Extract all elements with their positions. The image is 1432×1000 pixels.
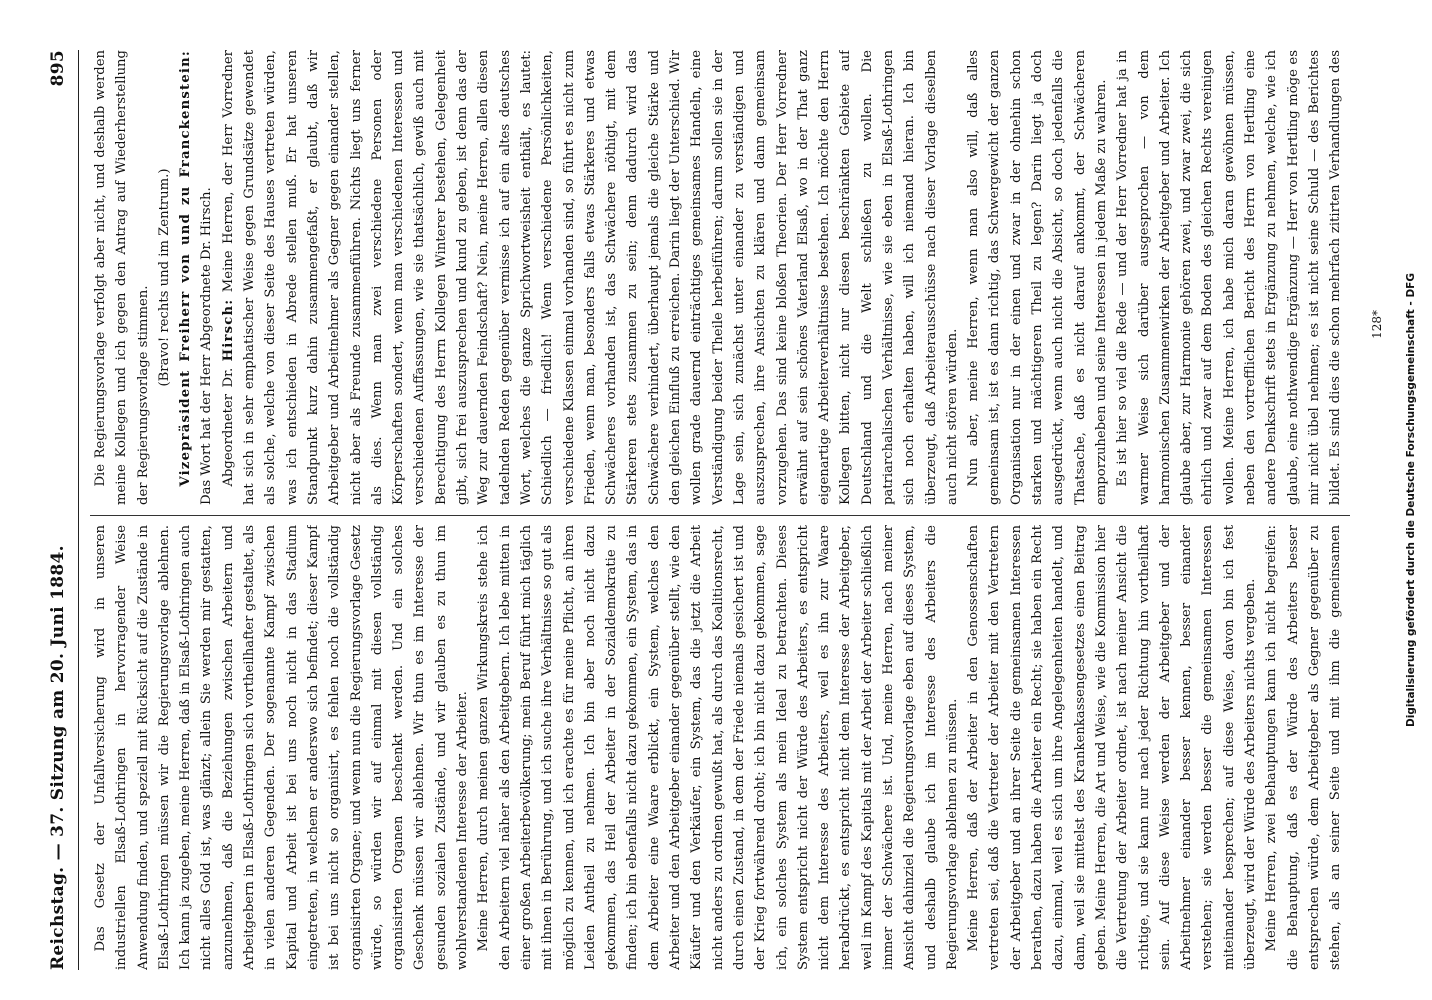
header-rule [78,50,79,970]
vice-president-text: Das Wort hat der Herr Abgeordnete Dr. Hirsch. [199,187,215,505]
column-divider [90,515,1350,516]
vice-president-line [175,50,218,505]
vice-president-title: Vizepräsident Freiherr von und zu Franckenstein: [178,50,194,487]
left-paragraph: Meine Herren, zwei Behauptungen kann ich nicht begreifen: die Behauptung, daß es der Würde des Arbeiters besser entsprechen würde, dem Arbeitgeber als Gegner gegenüber zu stehen, als an seiner Seite und mit ihm die gemeinsamen [1264,525,1344,970]
speech-paragraph: Nun aber, meine Herren, wenn man also will, daß alles gemeinsam ist, ist es dann richtig, das Schwergewicht der ganzen Organisation nur in der einen und zwar in der ohnehin schon starken und mächtigeren Theil zu legen? Darin liegt ja doch ausgedrückt, wenn auch nicht die Absicht, so doch jedenfalls die Thatsache, daß es nicht darauf ankommt, der Schwächeren emporzuheben und seine Interessen in jedem Maße zu wahren. [966,50,1109,505]
header-title: Reichstag. — 37. Sitzung am 20. Juni 1884. [48,545,68,970]
speaker-intro: Abgeordneter Dr. [220,367,236,487]
right-column [90,50,1350,505]
left-column [90,525,1350,970]
dfg-credit: Digitalisierung gefördert durch die Deutsche Forschungsgemeinschaft - DFG [1405,273,1417,727]
left-paragraph: Das Gesetz der Unfallversicherung wird in unseren industriellen Elsaß-Lothringen in hervorragender Weise Anwendung finden, und speziell mit Rücksicht auf die Zustände in Elsaß-Lothringen müssen wir die Regierungsvorlage ablehnen. Ich kann ja zugeben, meine Herren, daß in Elsaß-Lothringen auch nicht alles Gold ist, was glänzt; allein Sie werden mir gestatten, anzunehmen, daß die Beziehungen zwischen Arbeitern und Arbeitgebern in Elsaß-Lothringen sich vortheilhafter gestaltet, als in vielen anderen Gegenden. Der sogenannte Kampf zwischen Kapital und Arbeit ist bei uns noch nicht in das Stadium eingetreten, in welchem er anderswo sich befindet; dieser Kampf ist bei uns nicht so organisirt, es fehlen noch die vollständig organisirten Organe; und wenn nun die Regierungsvorlage Gesetz würde, so würden wir auf einmal mit diesen vollständig organisirten Organen beschenkt werden. Und ein solches Geschenk müssen wir ablehnen. Wir thun es im Interesse der gesunden sozialen Zustände, und wir glauben es zu thun im wohlverstandenen Interesse der Arbeiter. [93,525,471,970]
hirsch-speech-start [218,50,963,505]
right-applause: (Bravo! rechts und im Zentrum.) [156,168,172,387]
right-intro: Die Regierungsvorlage verfolgt aber nicht, und deshalb werden meine Kollegen und ich gegen den Antrag auf Wiederherstellung der Regierungsvorlage stimmen. [93,50,151,505]
rotated-page [40,30,1390,990]
speech-paragraph: Es ist hier so viel die Rede — und der Herr Vorredner hat ja in warmer Weise sich darüber ausgesprochen — von dem harmonischen Zusammenwirken der Arbeitgeber und Arbeiter. Ich glaube aber, zur Harmonie gehören zwei, und zwar zwei, die sich ehrlich und zwar auf dem Boden des gleichen Rechts vereinigen wollen. Meine Herren, ich habe mich daran gewöhnen müssen, neben den vortrefflichen Bericht des Herrn von Hertling eine andere Denkschrift stets in Ergänzung zu nehmen, welche, wie ich glaube, eine nothwendige Ergänzung — Herr von Hertling möge es mir nicht übel nehmen; es ist nicht seine Schuld — des Berichtes bildet. Es sind dies die schon mehrfach zitirten Verhandlungen des [1115,50,1344,505]
speech-paragraph: Meine Herren, der Herr Vorredner hat sich in sehr emphatischer Weise gegen Grundsätze gewendet als solche, welche von dieser Seite des Hauses vertreten würden, was ich entschieden in Abrede stellen muß. Er hat unseren Standpunkt kurz dahin zusammengefaßt, er glaubt, daß wir Arbeitgeber und Arbeitnehmer als Gegner gegen einander stellen, nicht aber als Freunde zusammenführen. Nichts liegt uns ferner als dies. Wenn man zwei verschiedene Personen oder Körperschaften sondert, wenn man verschiedenen Interessen und verschiedenen Auffassungen, wie sie thatsächlich, gewiß auch mit Berechtigung des Herrn Kollegen Winterer bestehen, Gelegenheit gibt, sich frei auszusprechen und kund zu geben, ist denn das der Weg zur dauernden Feindschaft? Nein, meine Herren, allen diesen tadelnden Reden gegenüber vermisse ich auf ein altes deutsches Wort, welches die ganze Sprichwortweisheit enthält, es lautet: Schiedlich — friedlich! Wenn verschiedene Persönlichkeiten, verschiedene Klassen einmal vorhanden sind, so führt es nicht zum Frieden, wenn man, besonders falls etwas Stärkeres und etwas Schwächeres vorhanden ist, das Schwächere nöthigt, mit dem Stärkeren stets zusammen zu sein; denn dadurch wird das Schwächere verhindert, überhaupt jemals die gleiche Stärke und den gleichen Einfluß zu erreichen. Darin liegt der Unterschied. Wir wollen grade dauernd einträchtiges gemeinsames Handeln, eine Verständigung beider Theile herbeiführen; darum sollen sie in der Lage sein, sich zunächst unter einander zu verständigen und auszusprechen, ihre Ansichten zu klären und dann gemeinsam vorzugehen. Das sind keine bloßen Theorien. Der Herr Vorredner erwähnt auf sein schönes Vaterland Elsaß, wo in der That ganz eigenartige Arbeiterverhältnisse bestehen. Ich möchte den Herrn Kollegen bitten, nicht nur diesen beschränkten Gebiete auf Deutschland und die Welt schließen zu wollen. Die patriarchalischen Verhältnisse, wie sie eben in Elsaß-Lothringen sich noch erhalten haben, will ich niemand hieran. Ich bin überzeugt, daß Arbeiterausschüsse nach dieser Vorlage dieselben auch nicht stören würden. [220,50,960,505]
running-header [40,50,76,970]
page-number: 895 [48,50,68,87]
speaker-name: Hirsch: [220,298,236,362]
left-paragraph: Meine Herren, durch meinen ganzen Wirkungskreis stehe ich den Arbeitern viel näher als den Arbeitgebern. Ich lebe mitten in einer großen Arbeiterbevölkerung; mein Beruf führt mich täglich mit ihnen in Berührung, und ich suche ihre Verhältnisse so gut als möglich zu kennen, und ich erachte es für meine Pflicht, an ihren Leiden Antheil zu nehmen. Ich bin aber noch nicht dazu gekommen, das Heil der Arbeiter in der Sozialdemokratie zu finden; ich bin ebenfalls nicht dazu gekommen, ein System, das in dem Arbeiter eine Waare erblickt, ein System, welches den Arbeiter und den Arbeitgeber einander gegenüber stellt, wie den Käufer und den Verkäufer, ein System, das die jetzt die Arbeit nicht anders zu ordnen gewußt hat, als durch das Koalitionsrecht, durch einen Zustand, in dem der Friede niemals gesichert ist und der Krieg fortwährend droht; ich bin nicht dazu gekommen, sage ich, ein solches System als mein Ideal zu betrachten. Dieses System entspricht nicht der Würde des Arbeiters, es entspricht nicht dem Interesse des Arbeiters, weil es ihn zur Waare herabdrückt, es entspricht nicht dem Interesse der Arbeitgeber, weil im Kampf des Kapitals mit der Arbeit der Arbeiter schließlich immer der Schwächere ist. Und, meine Herren, nach meiner Ansicht dahinziel die Regierungsvorlage eben auf dieses System, und deshalb glaube ich im Interesse des Arbeiters die Regierungsvorlage ablehnen zu müssen. [476,525,960,970]
signature-mark: 128* [1370,310,1384,339]
left-paragraph: Meine Herren, daß der Arbeiter in den Genossenschaften vertreten sei, daß die Vertreter der Arbeiter mit den Vertretern der Arbeitgeber und an ihrer Seite die gemeinsamen Interessen berathen, dazu haben die Arbeiter ein Recht; sie haben ein Recht dazu, einmal, weil es sich um ihre Angelegenheiten handelt, und dann, weil sie mittelst des Krankenkassengesetzes einen Beitrag geben. Meine Herren, die Art und Weise, wie die Kommission hier die Vertretung der Arbeiter ordnet, ist nach meiner Ansicht die richtige, und sie kann nur nach jeder Richtung hin vortheilhaft sein. Auf diese Weise werden der Arbeitgeber und der Arbeitnehmer einander besser kennen, besser einander verstehen; sie werden besser die gemeinsamen Interessen miteinander besprechen; auf diese Weise, davon bin ich fest überzeugt, wird der Würde des Arbeiters nichts vergeben. [966,525,1259,970]
